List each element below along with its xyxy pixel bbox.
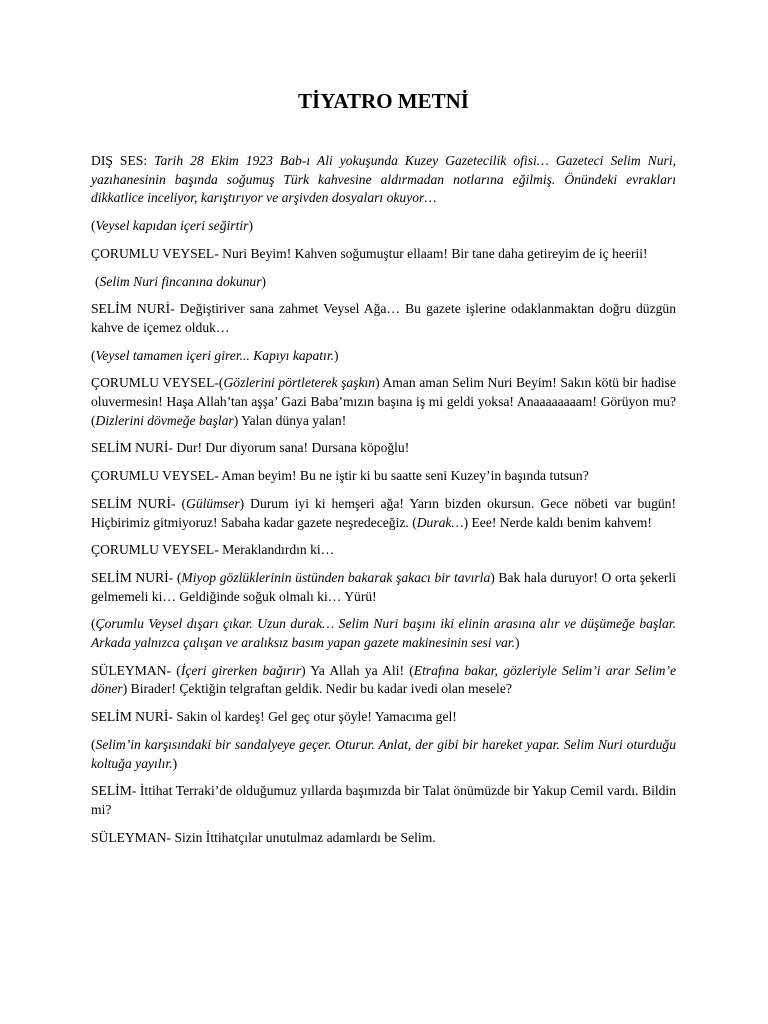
text-run: ) Durum iyi ki hemşeri ağa! Yarın bizden okursun. Gece nöbeti var bugün! Hiçbirimiz gitmiyoruz! Sabaha kadar gazete neşredeceğiz. (: [91, 495, 676, 530]
text-run: ): [515, 635, 520, 651]
text-run: DIŞ SES:: [91, 153, 155, 168]
text-run: ) Bak hala duruyor! O orta şekerli gelmemeli ki… Geldiğinde soğuk olmalı ki… Yürü!: [91, 569, 676, 604]
text-run: ÇORUMLU VEYSEL- Aman beyim! Bu ne iştir ki bu saatte seni Kuzey’in başında tutsun?: [91, 468, 589, 484]
dialogue-paragraph: [91, 439, 676, 458]
dialogue-paragraph: [91, 541, 676, 560]
text-run: ) Yalan dünya yalan!: [233, 412, 347, 428]
text-run: (: [91, 736, 96, 752]
dialogue-paragraph: [91, 829, 676, 848]
italic-text-run: Veysel tamamen içeri girer... Kapıyı kapatır.: [95, 347, 335, 363]
italic-text-run: Durak…: [416, 514, 464, 530]
italic-text-run: Miyop gözlüklerinin üstünden bakarak şakacı bir tavırla: [181, 569, 491, 585]
italic-text-run: Çorumlu Veysel dışarı çıkar. Uzun durak… Selim Nuri başını iki elinin arasına alır ve düşümeğe başlar. Arkada yalnızca çalışan ve aralıksız basım yapan gazete makinesinin sesi var.: [91, 616, 676, 651]
italic-text-run: Gözlerini pörtleterek şaşkın: [223, 375, 376, 391]
italic-text-run: Tarih 28 Ekim 1923 Bab-ı Ali yokuşunda Kuzey Gazetecilik ofisi… Gazeteci Selim Nuri, yazıhanesinin başında soğumuş Türk kahvesine aldırmadan notlarına eğilmiş. Önündeki evrakları dikkatlice inceliyor, karıştırıyor ve arşivden dosyaları okuyor…: [91, 153, 676, 206]
stage-direction: [91, 615, 676, 652]
text-run: (: [91, 218, 96, 234]
text-run: ): [248, 218, 253, 234]
text-run: (: [95, 273, 100, 289]
italic-text-run: Selim Nuri fincanına dokunur: [99, 273, 262, 289]
italic-text-run: Gülümser: [186, 495, 240, 511]
italic-text-run: Dizlerini dövmeğe başlar: [95, 412, 234, 428]
dialogue-paragraph: [91, 245, 676, 264]
stage-direction: [91, 736, 676, 773]
text-run: ): [261, 273, 267, 289]
italic-text-run: Veysel kapıdan içeri seğirtir: [95, 218, 249, 234]
text-run: ) Eee! Nerde kaldı benim kahvem!: [463, 514, 652, 530]
dialogue-paragraph: [91, 300, 676, 337]
text-run: (: [91, 347, 96, 363]
stage-direction: [91, 273, 676, 292]
text-run: SÜLEYMAN- (: [91, 662, 181, 678]
text-run: ): [334, 347, 339, 363]
narrator-paragraph: [91, 152, 676, 208]
italic-text-run: İçeri girerken bağırır: [180, 662, 302, 678]
dialogue-paragraph: [91, 495, 676, 532]
text-run: SELİM NURİ- Sakin ol kardeş! Gel geç otur şöyle! Yamacıma gel!: [91, 709, 457, 725]
document-body: [91, 152, 676, 856]
stage-direction: [91, 217, 676, 236]
dialogue-paragraph: [91, 662, 676, 699]
text-run: SELİM- İttihat Terraki’de olduğumuz yıllarda başımızda bir Talat önümüzde bir Yakup Cemil vardı. Bildin mi?: [91, 783, 676, 817]
dialogue-paragraph: [91, 782, 676, 819]
text-run: (: [91, 616, 96, 632]
text-run: ÇORUMLU VEYSEL- Meraklandırdın ki…: [91, 542, 335, 558]
dialogue-paragraph: [91, 374, 676, 430]
text-run: SELİM NURİ- Değiştiriver sana zahmet Veysel Ağa… Bu gazete işlerine odaklanmaktan doğru düzgün kahve de içemez olduk…: [91, 301, 676, 335]
text-run: SELİM NURİ- (: [91, 569, 182, 585]
dialogue-paragraph: [91, 708, 676, 727]
text-run: SELİM NURİ- (: [91, 495, 187, 511]
stage-direction: [91, 347, 676, 366]
text-run: SELİM NURİ- Dur! Dur diyorum sana! Dursana köpoğlu!: [91, 440, 410, 456]
text-run: ) Birader! Çektiğin telgraftan geldik. Nedir bu kadar ivedi olan mesele?: [122, 681, 512, 697]
text-run: ) Ya Allah ya Ali! (: [301, 662, 414, 678]
dialogue-paragraph: [91, 467, 676, 486]
text-run: ): [172, 755, 178, 771]
text-run: ) Aman aman Selim Nuri Beyim! Sakın kötü bir hadise oluvermesin! Haşa Allah’tan aşşa’ Gazi Baba’mızın başına iş mi geldi yoksa! Anaaaaaaaam! Görüyon mu? (: [91, 375, 676, 428]
document-title: TİYATRO METNİ: [298, 89, 469, 113]
italic-text-run: Selim’in karşısındaki bir sandalyeye geçer. Oturur. Anlat, der gibi bir hareket yapar. Selim Nuri oturduğu koltuğa yayılır.: [91, 736, 676, 771]
dialogue-paragraph: [91, 569, 676, 606]
text-run: ÇORUMLU VEYSEL- Nuri Beyim! Kahven soğumuştur ellaam! Bir tane daha getireyim de iç heerii!: [91, 245, 648, 261]
text-run: ÇORUMLU VEYSEL-(: [91, 375, 224, 391]
italic-text-run: Etrafına bakar, gözleriyle Selim’i arar Selim’e döner: [91, 662, 676, 697]
text-run: SÜLEYMAN- Sizin İttihatçılar unutulmaz adamlardı be Selim.: [91, 829, 436, 845]
